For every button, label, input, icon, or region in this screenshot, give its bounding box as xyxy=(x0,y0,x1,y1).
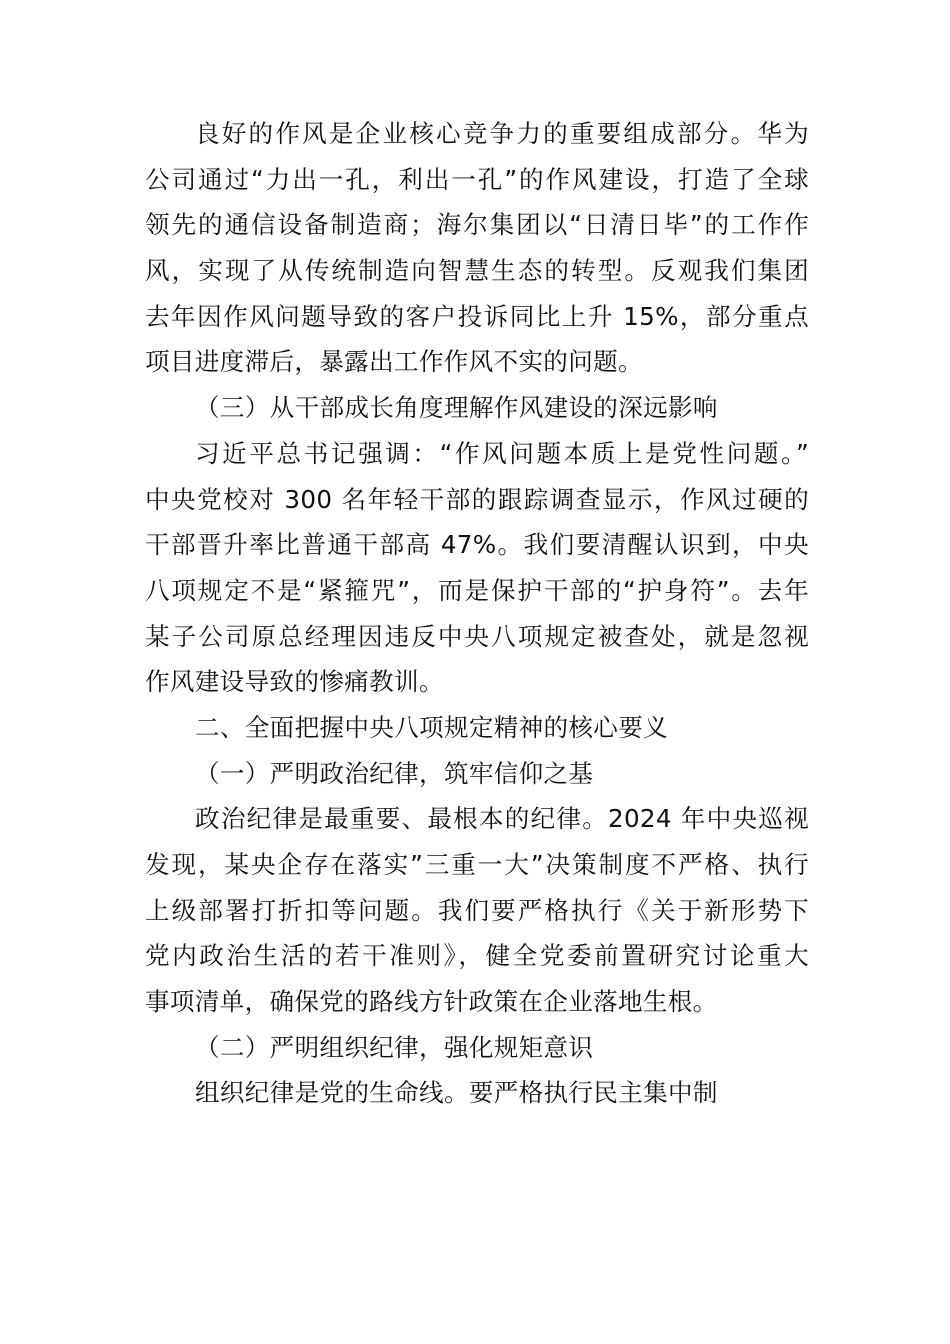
text-line: 发现，某央企存在落实”三重一大”决策制度不严格、执行 xyxy=(145,850,809,879)
text-line: 良好的作风是企业核心竞争力的重要组成部分。华为 xyxy=(195,119,809,148)
text-line: 事项清单，确保党的路线方针政策在企业落地生根。 xyxy=(145,987,718,1017)
text-line: 八项规定不是“紧箍咒”，而是保护干部的“护身符”。去年 xyxy=(145,575,809,605)
text-line: 干部晋升率比普通干部高 47%。我们要清醒认识到，中央 xyxy=(145,530,809,560)
text-line: 作风建设导致的惨痛教训。 xyxy=(145,667,444,697)
text-line: 习近平总书记强调：“作风问题本质上是党性问题。” xyxy=(195,438,809,468)
text-line: 去年因作风问题导致的客户投诉同比上升 15%，部分重点 xyxy=(145,301,809,331)
text-line: 风，实现了从传统制造向智慧生态的转型。反观我们集团 xyxy=(145,256,809,286)
body-text xyxy=(145,111,809,1116)
text-line: 政治纪律是最重要、最根本的纪律。2024 年中央巡视 xyxy=(195,804,809,834)
text-line: 组织纪律是党的生命线。要严格执行民主集中制 xyxy=(195,1078,718,1108)
text-line: 项目进度滞后，暴露出工作作风不实的问题。 xyxy=(145,347,643,377)
text-line: 中央党校对 300 名年轻干部的跟踪调查显示，作风过硬的 xyxy=(145,484,809,514)
section-heading: 二、全面把握中央八项规定精神的核心要义 xyxy=(195,712,668,742)
section-heading: （三）从干部成长角度理解作风建设的深远影响 xyxy=(195,393,718,423)
section-heading: （二）严明组织纪律，强化规矩意识 xyxy=(195,1032,594,1062)
text-line: 某子公司原总经理因违反中央八项规定被查处，就是忽视 xyxy=(145,621,809,651)
section-heading: （一）严明政治纪律，筑牢信仰之基 xyxy=(195,758,594,788)
text-line: 上级部署打折扣等问题。我们要严格执行《关于新形势下 xyxy=(145,895,809,925)
text-line: 党内政治生活的若干准则》，健全党委前置研究讨论重大 xyxy=(145,941,809,971)
text-line: 领先的通信设备制造商；海尔集团以“日清日毕”的工作作 xyxy=(145,210,809,240)
text-line: 公司通过“力出一孔，利出一孔”的作风建设，打造了全球 xyxy=(145,164,809,194)
